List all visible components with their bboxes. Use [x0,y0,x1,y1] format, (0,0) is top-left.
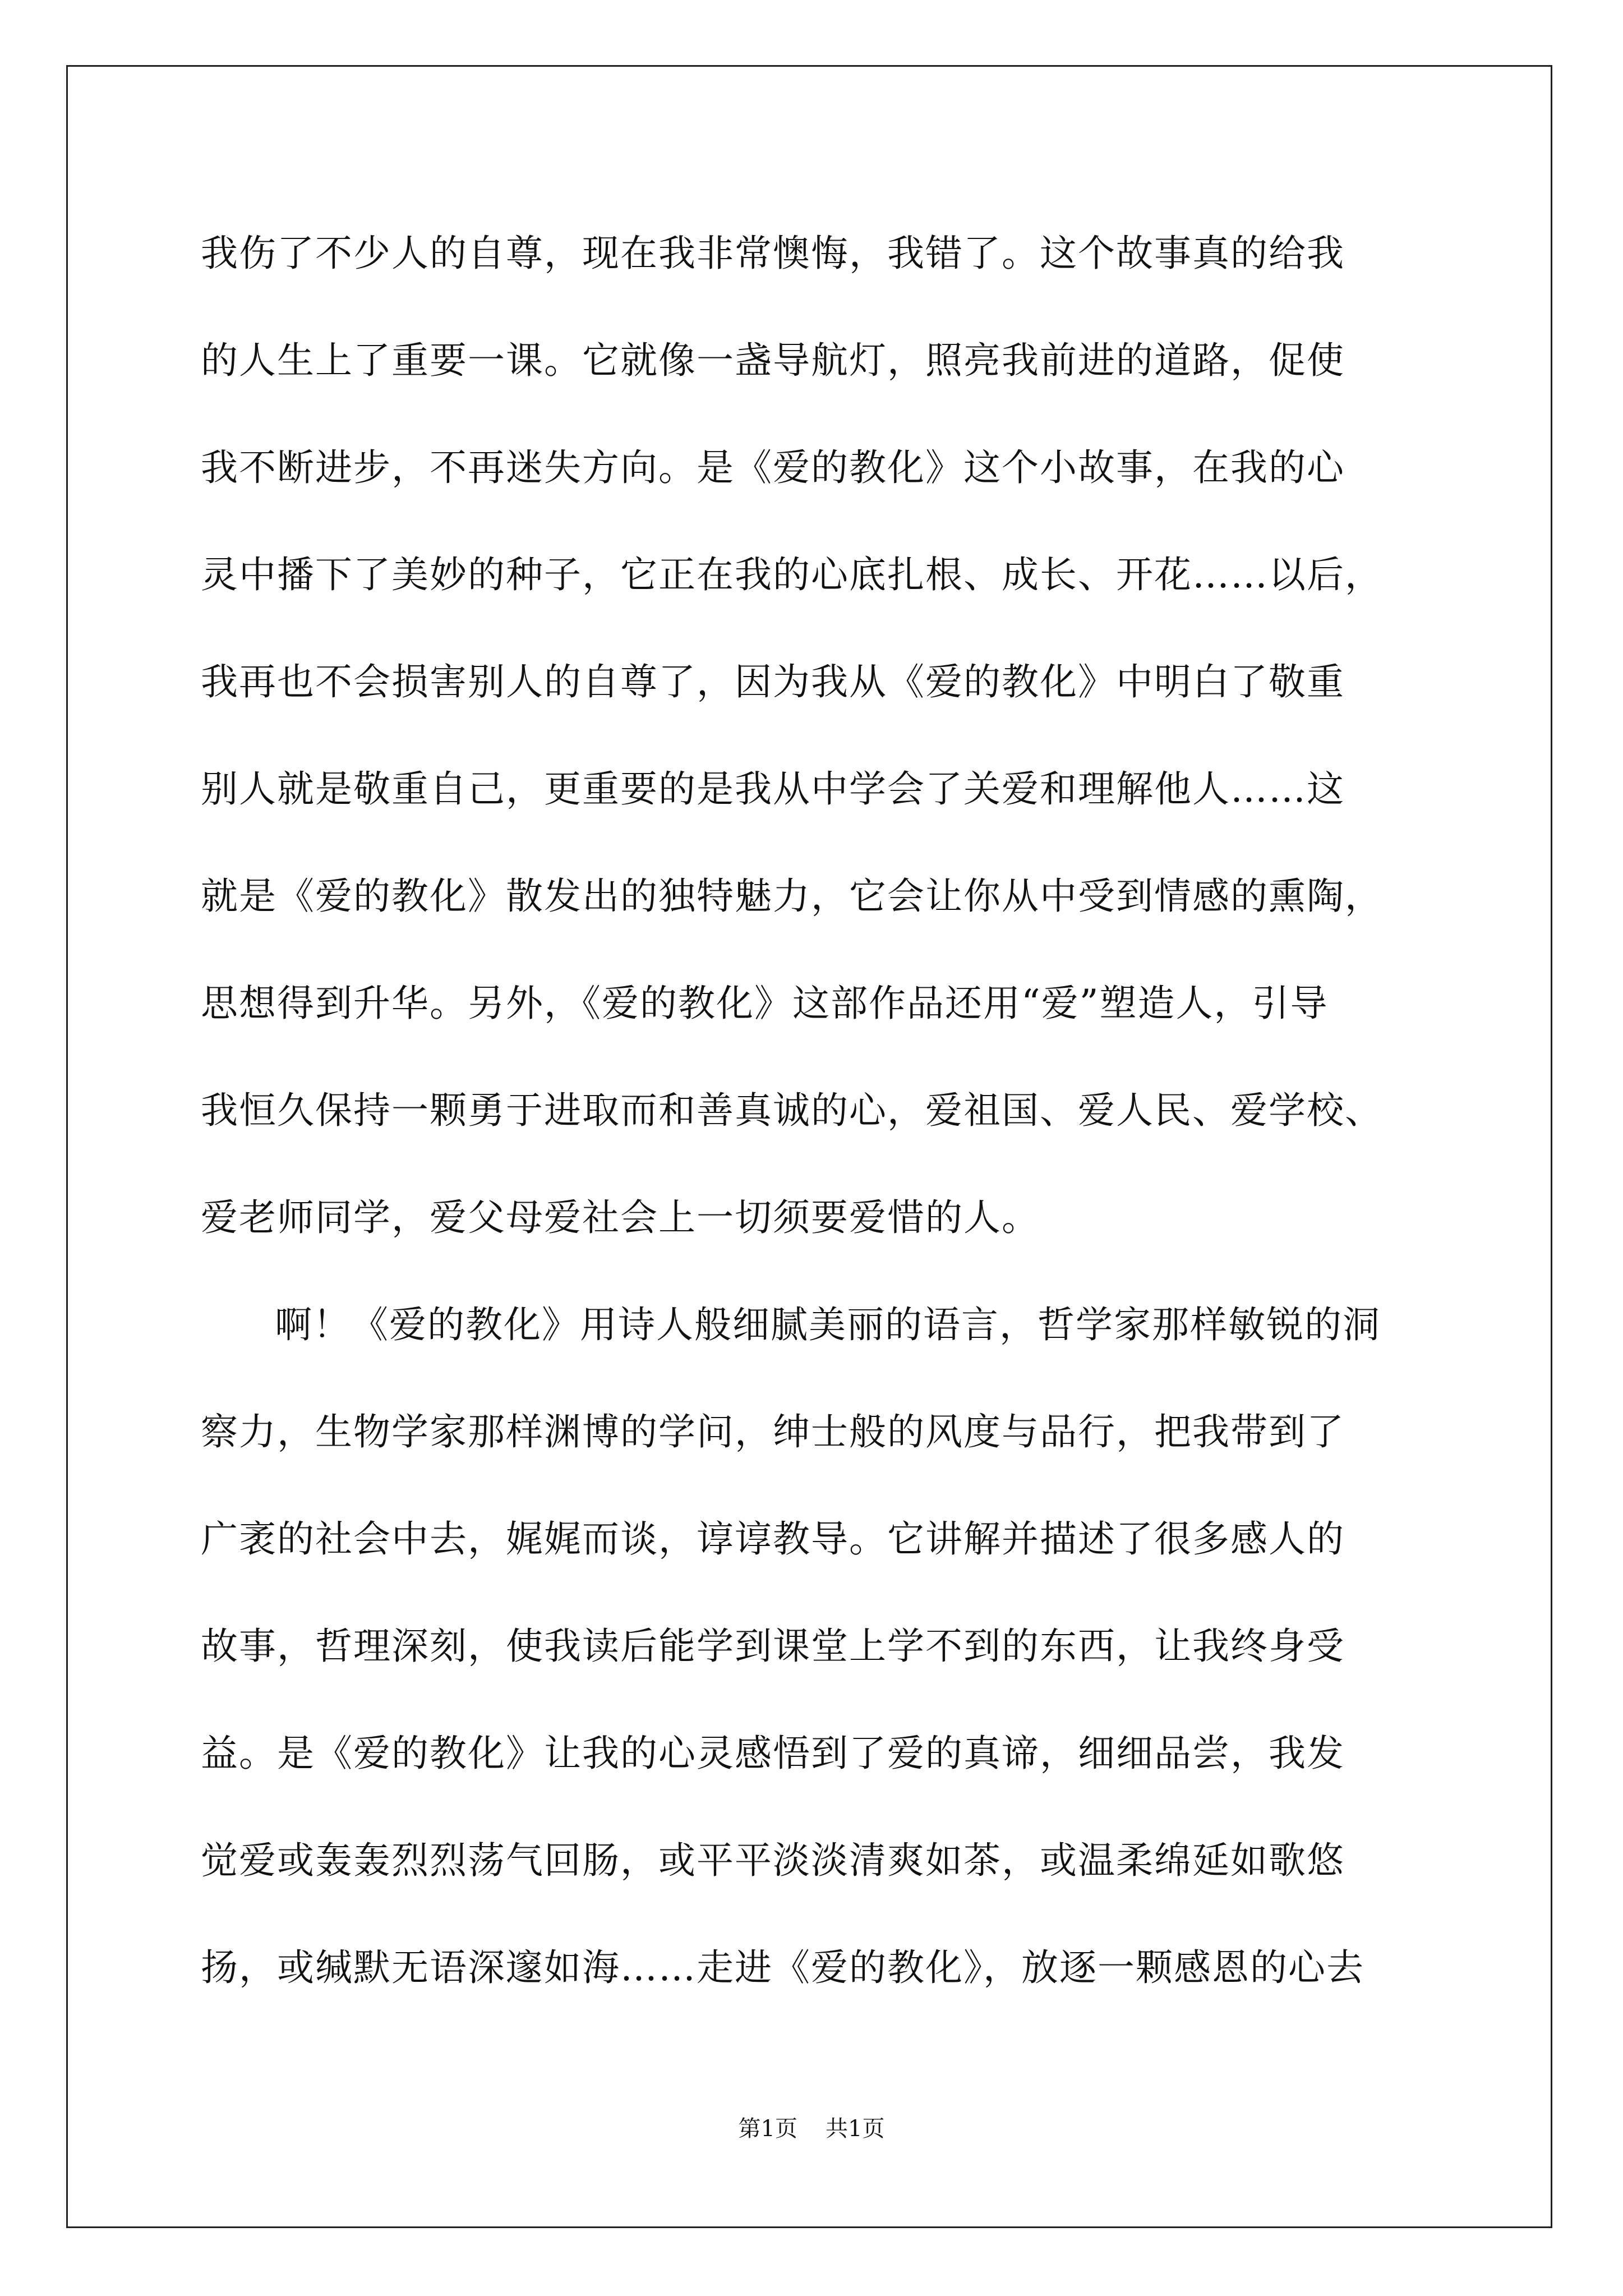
text-line: 觉爱或轰轰烈烈荡气回肠，或平平淡淡清爽如茶，或温柔绵延如歌悠 [201,1839,1345,1882]
text-line: 广袤的社会中去，娓娓而谈，谆谆教导。它讲解并描述了很多感人的 [201,1517,1345,1561]
text-line: 的人生上了重要一课。它就像一盏导航灯，照亮我前进的道路，促使 [201,339,1345,382]
text-line: 我伤了不少人的自尊，现在我非常懊悔，我错了。这个故事真的给我 [201,232,1345,275]
text-line: 益。是《爱的教化》让我的心灵感悟到了爱的真谛，细细品尝，我发 [201,1732,1345,1775]
text-line: 察力，生物学家那样渊博的学问，绅士般的风度与品行，把我带到了 [201,1410,1345,1453]
text-line: 扬，或缄默无语深邃如海……走进《爱的教化》，放逐一颗感恩的心去 [201,1946,1364,1989]
page-border [66,65,1552,2228]
text-line: 爱老师同学，爱父母爱社会上一切须要爱惜的人。 [201,1196,1040,1239]
paragraph-first-line: 啊！《爱的教化》用诗人般细腻美丽的语言，哲学家那样敏锐的洞 [275,1303,1381,1346]
text-line: 我不断进步，不再迷失方向。是《爱的教化》这个小故事，在我的心 [201,446,1345,489]
text-line: 我恒久保持一颗勇于进取而和善真诚的心，爱祖国、爱人民、爱学校、 [201,1089,1383,1132]
text-line: 就是《爱的教化》散发出的独特魅力，它会让你从中受到情感的熏陶， [201,875,1383,918]
text-line: 我再也不会损害别人的自尊了，因为我从《爱的教化》中明白了敬重 [201,660,1345,703]
text-line: 思想得到升华。另外，《爱的教化》这部作品还用“爱”塑造人，引导 [201,982,1329,1025]
text-line: 别人就是敬重自己，更重要的是我从中学会了关爱和理解他人……这 [201,767,1345,811]
text-line: 故事，哲理深刻，使我读后能学到课堂上学不到的东西，让我终身受 [201,1625,1345,1668]
page-footer [0,2115,1623,2143]
page-number: 第1页 [738,2116,797,2142]
page-total: 共1页 [826,2116,885,2142]
text-line: 灵中播下了美妙的种子，它正在我的心底扎根、成长、开花……以后， [201,553,1383,596]
